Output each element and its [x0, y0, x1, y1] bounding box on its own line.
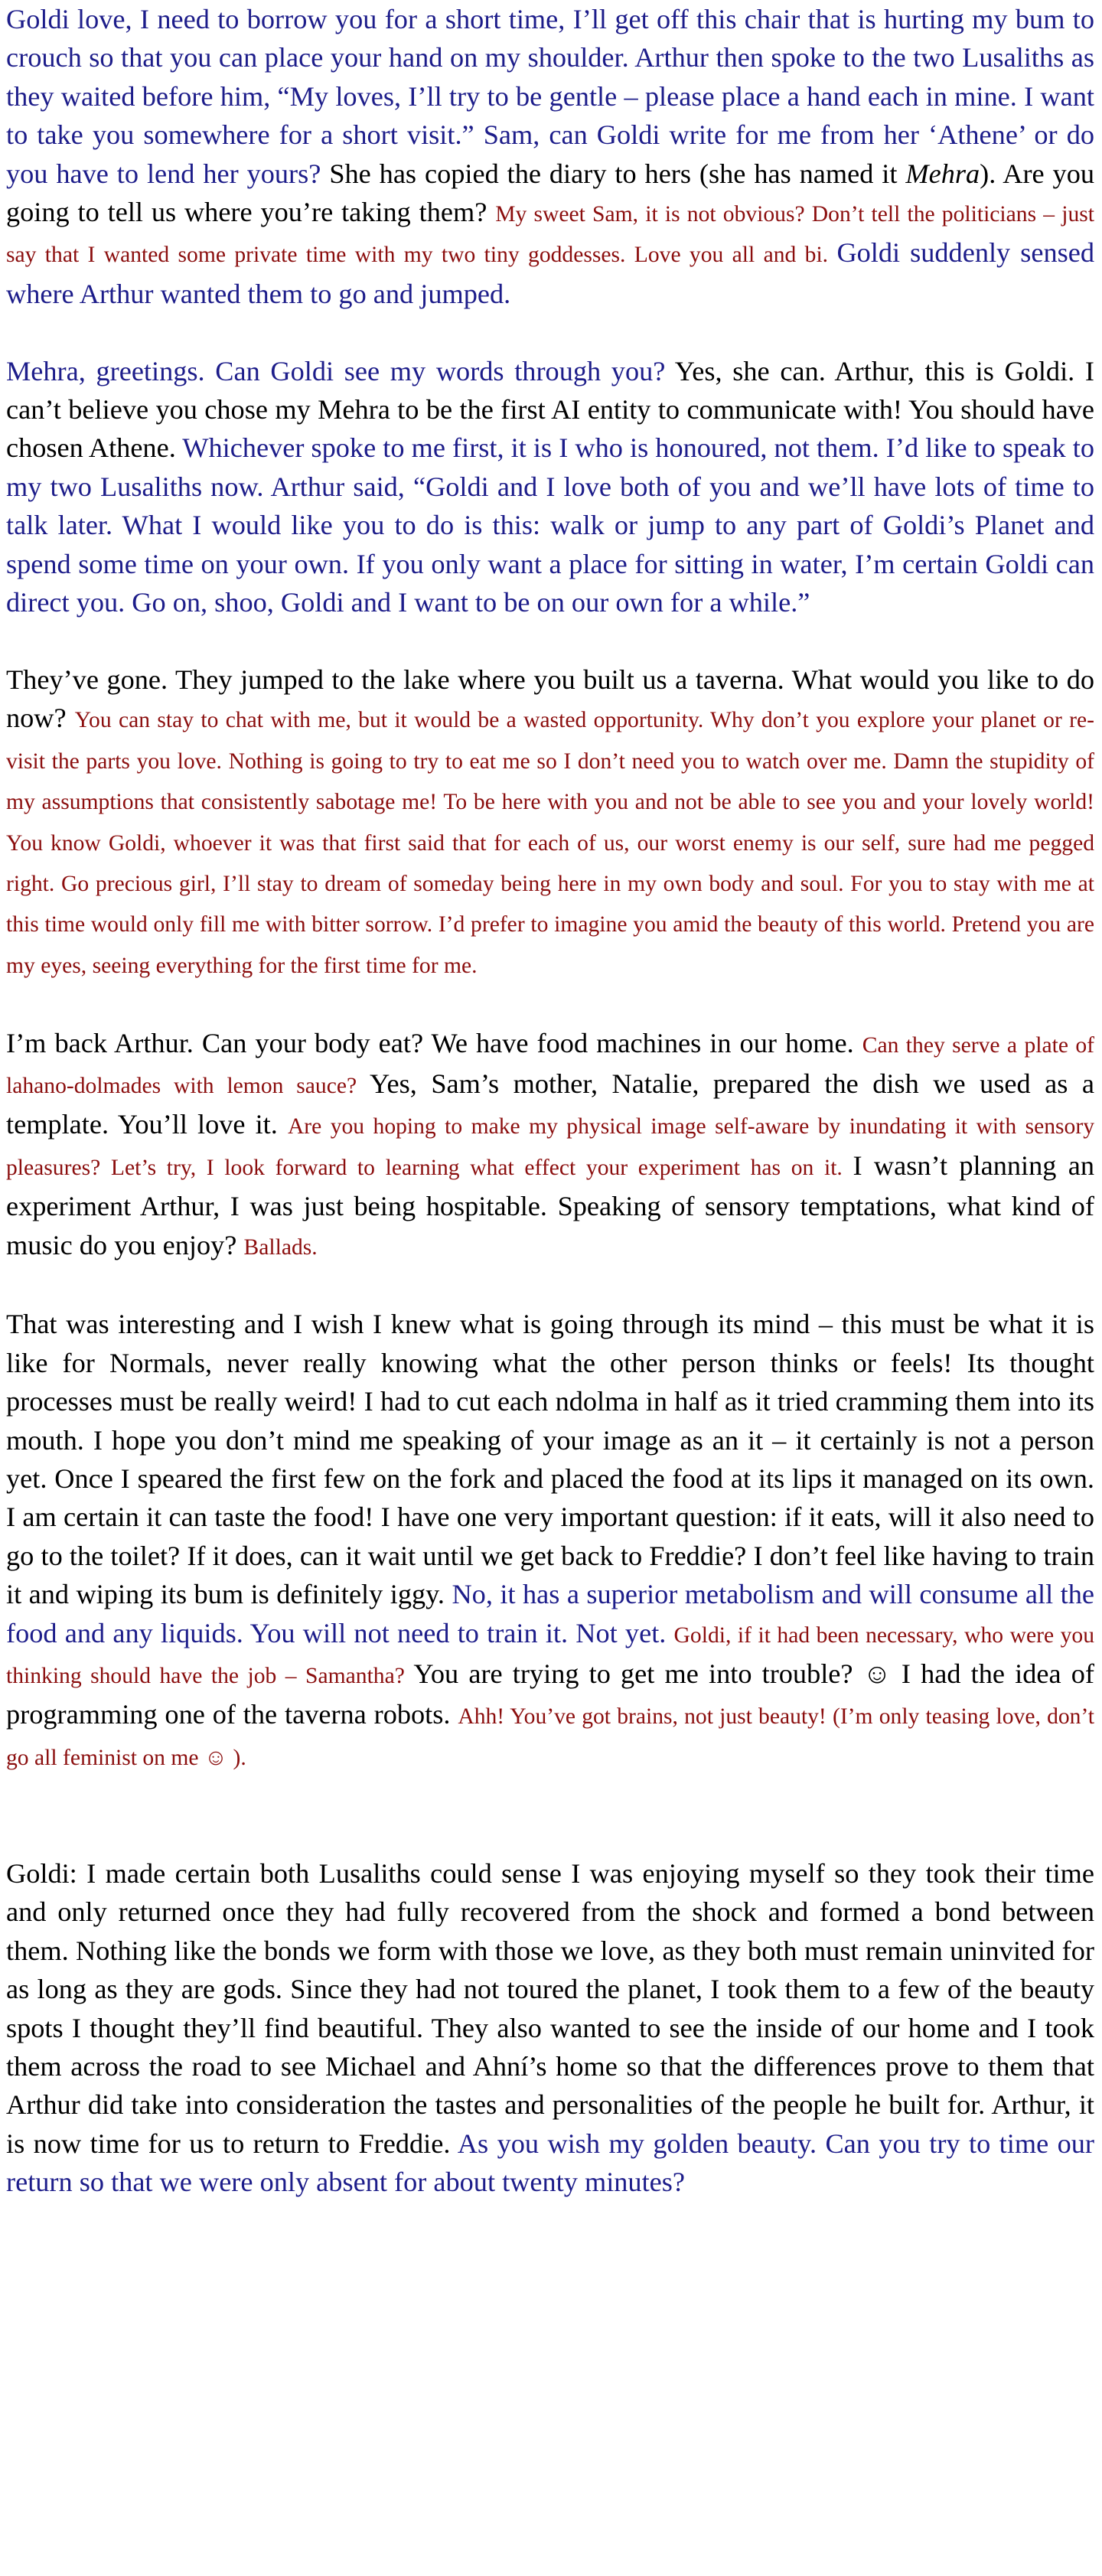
- text-segment: Ahh! You’ve got brains, not just beauty! (I’m only teasing love, don’t go all feminist on me ☺ ).: [6, 1704, 1094, 1770]
- text-segment-italic: Mehra: [905, 158, 980, 189]
- text-segment: Ballads.: [243, 1234, 318, 1260]
- paragraph-spacer: [6, 985, 1094, 1023]
- paragraph-spacer: [6, 313, 1094, 351]
- text-segment: They’ve gone. They jumped to the lake where you built us a taverna. What would you like to do now?: [6, 664, 1094, 734]
- text-segment: Yes, Sam’s mother, Natalie, prepared the dish we used as a template. You’ll love it.: [6, 1068, 1094, 1140]
- paragraph-4: [6, 1024, 1094, 1267]
- paragraph-spacer: [6, 621, 1094, 660]
- text-segment: She has copied the diary to hers (she has named it: [329, 158, 906, 189]
- text-segment: Goldi: I made certain both Lusaliths could sense I was enjoying myself so they took their time and only returned once they had fully recovered from the shock and formed a bond between them. Nothing like the bonds we form with those we love, as they both must remain uninvited for as long as they are gods. Since they had not toured the planet, I took them to a few of the beauty spots I thought they’ll find beautiful. They also wanted to see the inside of our home and I took them across the road to see Michael and Ahní’s home so that the differences prove to them that Arthur did take into consideration the tastes and personalities of the people he built for. Arthur, it is now time for us to return to Freddie.: [6, 1858, 1094, 2159]
- paragraph-spacer: [6, 1777, 1094, 1854]
- text-segment: Goldi, if it had been necessary, who were you thinking should have the job – Samantha?: [6, 1622, 1094, 1688]
- text-segment: Yes, she can. Arthur, this is Goldi. I can’t believe you chose my Mehra to be the first AI entity to communicate with! You should have chosen Athene.: [6, 355, 1095, 464]
- text-segment: I’m back Arthur. Can your body eat? We have food machines in our home.: [6, 1027, 862, 1058]
- paragraph-6: [6, 1854, 1094, 2202]
- text-segment: Are you hoping to make my physical image self-aware by inundating it with sensory pleasures? Let’s try, I look forward to learning what effect your experiment has on it.: [6, 1114, 1095, 1180]
- text-segment: No, it has a superior metabolism and will consume all the food and any liquids. You will not need to train it. Not yet.: [6, 1579, 1094, 1648]
- text-segment: Goldi love, I need to borrow you for a short time, I’ll get off this chair that is hurting my bum to crouch so that you can place your hand on my shoulder. Arthur then spoke to the two Lusaliths as they waited before him, “My loves, I’ll try to be gentle – please place a hand each in mine. I want to take you somewhere for a short visit.” Sam, can Goldi write for me from her ‘Athene’ or do you have to lend her yours?: [6, 4, 1094, 189]
- text-segment: Whichever spoke to me first, it is I who is honoured, not them. I’d like to speak to my two Lusaliths now. Arthur said, “Goldi and I love both of you and we’ll have lots of time to talk later. What I would like you to do is this: walk or jump to any part of Goldi’s Planet and spend some time on your own. If you only want a place for sitting in water, I’m certain Goldi can direct you. Go on, shoo, Goldi and I want to be on our own for a while.”: [6, 432, 1094, 618]
- paragraph-1: [6, 0, 1094, 313]
- paragraph-5: [6, 1305, 1094, 1777]
- text-segment: I wasn’t planning an experiment Arthur, I was just being hospitable. Speaking of sensory temptations, what kind of music do you enjoy?: [6, 1149, 1094, 1260]
- text-segment: That was interesting and I wish I knew what is going through its mind – this must be what it is like for Normals, never really knowing what the other person thinks or feels! Its thought processes must be really weird! I had to cut each ndolma in half as it tried cramming them into its mouth. I hope you don’t mind me speaking of your image as an it – it certainly is not a person yet. Once I speared the first few on the fork and placed the food at its lips it managed on its own. I am certain it can taste the food! I have one very important question: if it eats, will it also need to go to the toilet? If it does, can it wait until we get back to Freddie? I don’t feel like having to train it and wiping its bum is definitely iggy.: [6, 1309, 1094, 1610]
- text-segment: You are trying to get me into trouble? ☺ I had the idea of programming one of the taverna robots.: [6, 1658, 1094, 1730]
- text-segment: Can they serve a plate of lahano-dolmades with lemon sauce?: [6, 1032, 1094, 1098]
- diary-page: [6, 0, 1094, 2202]
- text-segment: Goldi suddenly sensed where Arthur wanted them to go and jumped.: [6, 237, 1094, 309]
- paragraph-spacer: [6, 1267, 1094, 1305]
- text-segment: As you wish my golden beauty. Can you try to time our return so that we were only absent for about twenty minutes?: [6, 2128, 1095, 2198]
- text-segment: ). Are you going to tell us where you’re taking them?: [6, 158, 1095, 228]
- text-segment: My sweet Sam, it is not obvious? Don’t tell the politicians – just say that I wanted some private time with my two tiny goddesses. Love you all and bi.: [6, 202, 1095, 268]
- text-segment: Mehra, greetings. Can Goldi see my words through you?: [6, 355, 675, 386]
- paragraph-2: [6, 352, 1094, 622]
- paragraph-3: [6, 660, 1094, 985]
- text-segment: You can stay to chat with me, but it would be a wasted opportunity. Why don’t you explore your planet or re-visit the parts you love. Nothing is going to try to eat me so I don’t need you to watch over me. Damn the stupidity of my assumptions that consistently sabotage me! To be here with you and not be able to see you and your lovely world! You know Goldi, whoever it was that first said that for each of us, our worst enemy is our self, sure had me pegged right. Go precious girl, I’ll stay to dream of someday being here in my own body and soul. For you to stay with me at this time would only fill me with bitter sorrow. I’d prefer to imagine you amid the beauty of this world. Pretend you are my eyes, seeing everything for the first time for me.: [6, 708, 1095, 978]
